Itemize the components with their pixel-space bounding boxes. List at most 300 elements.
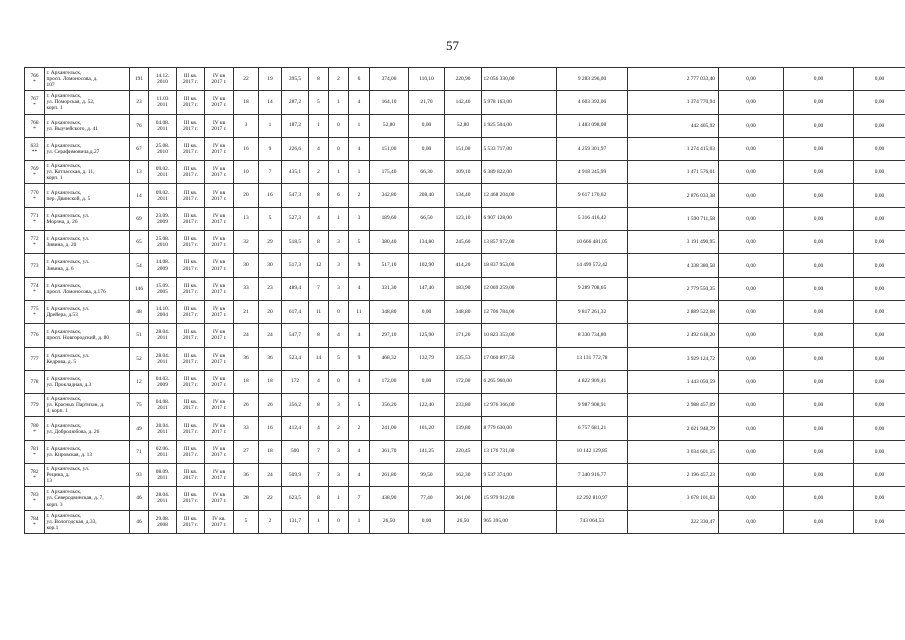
rooms-municipal: 2 — [349, 417, 370, 440]
fund-share: 13 131 772,78 — [557, 347, 628, 370]
area-private: 134,80 — [409, 231, 445, 254]
residents-resettled: 30 — [259, 254, 282, 277]
plan-start: III кв. 2017 г. — [177, 91, 205, 114]
extra-c: 0,00 — [854, 277, 905, 300]
extra-b: 0,00 — [784, 277, 854, 300]
area-private: 0,00 — [409, 114, 445, 137]
residents-resettled: 16 — [259, 417, 282, 440]
rooms-private: 6 — [329, 184, 349, 207]
extra-c: 0,00 — [854, 417, 905, 440]
rooms-municipal: 11 — [349, 300, 370, 323]
extra-a: 0,00 — [719, 510, 784, 533]
rooms-total: 7 — [309, 464, 329, 487]
area-total: 131,7 — [282, 510, 309, 533]
plan-end: IV кв 2017 г. — [205, 68, 234, 91]
residents-resettled: 16 — [259, 184, 282, 207]
rooms-municipal: 4 — [349, 324, 370, 347]
area-total: 527,3 — [282, 207, 309, 230]
year-built: 51 — [130, 324, 149, 347]
area-private: 141,25 — [409, 440, 445, 463]
area-private: 0,00 — [409, 137, 445, 160]
extra-c: 0,00 — [854, 487, 905, 510]
residents-total: 5 — [234, 510, 259, 533]
year-built: 49 — [130, 417, 149, 440]
extra-a: 0,00 — [719, 68, 784, 91]
year-built: 75 — [130, 394, 149, 417]
extra-b: 0,00 — [784, 68, 854, 91]
page-number: 57 — [446, 38, 459, 53]
residents-resettled: 20 — [259, 300, 282, 323]
area-resettled: 380,40 — [370, 231, 409, 254]
rooms-total: 7 — [309, 277, 329, 300]
rooms-total: 14 — [309, 347, 329, 370]
plan-start: III кв. 2017 г. — [177, 440, 205, 463]
area-resettled: 356,20 — [370, 394, 409, 417]
area-total: 523,4 — [282, 347, 309, 370]
emergency-date: 23.09. 2009 — [149, 207, 177, 230]
rooms-total: 12 — [309, 254, 329, 277]
extra-b: 0,00 — [784, 487, 854, 510]
extra-b: 0,00 — [784, 184, 854, 207]
rooms-private: 3 — [329, 394, 349, 417]
plan-start: III кв. 2017 г. — [177, 300, 205, 323]
cost-total: 5 533 717,00 — [482, 137, 557, 160]
row-id: 774 * — [25, 277, 45, 300]
fund-share: 14 499 572,42 — [557, 254, 628, 277]
rooms-municipal: 9 — [349, 254, 370, 277]
area-municipal: 151,00 — [445, 137, 482, 160]
area-resettled: 151,00 — [370, 137, 409, 160]
area-private: 77,40 — [409, 487, 445, 510]
emergency-date: 25.08. 2010 — [149, 137, 177, 160]
rooms-private: 1 — [329, 161, 349, 184]
extra-b: 0,00 — [784, 347, 854, 370]
year-built: 12 — [130, 370, 149, 393]
year-built: 46 — [130, 487, 149, 510]
extra-c: 0,00 — [854, 370, 905, 393]
year-built: 93 — [130, 464, 149, 487]
plan-start: III кв. 2017 г. — [177, 184, 205, 207]
row-id: 768 * — [25, 114, 45, 137]
residents-resettled: 24 — [259, 464, 282, 487]
rooms-total: 8 — [309, 324, 329, 347]
area-municipal: 52,80 — [445, 114, 482, 137]
plan-end: IV кв 2017 г. — [205, 184, 234, 207]
area-total: 287,2 — [282, 91, 309, 114]
emergency-date: 11.03 2011 — [149, 91, 177, 114]
residents-total: 26 — [234, 394, 259, 417]
area-municipal: 139,80 — [445, 417, 482, 440]
row-id: 780 * — [25, 417, 45, 440]
plan-end: IV кв 2017 г. — [205, 370, 234, 393]
area-private: 0,00 — [409, 300, 445, 323]
residents-total: 10 — [234, 161, 259, 184]
rooms-total: 8 — [309, 231, 329, 254]
plan-start: III кв. 2017 г. — [177, 231, 205, 254]
cost-total: 6 907 128,00 — [482, 207, 557, 230]
budget-share: 3 929 124,72 — [628, 347, 719, 370]
address: г. Архангельск, ул. Красных Партизан, д. 4, корп. 1 — [45, 394, 130, 417]
extra-b: 0,00 — [784, 394, 854, 417]
plan-end: IV кв 2017 г. — [205, 464, 234, 487]
extra-b: 0,00 — [784, 137, 854, 160]
year-built: 67 — [130, 137, 149, 160]
extra-c: 0,00 — [854, 464, 905, 487]
area-resettled: 261,80 — [370, 464, 409, 487]
rooms-private: 0 — [329, 370, 349, 393]
area-resettled: 164,10 — [370, 91, 409, 114]
emergency-date: 02.06. 2011 — [149, 440, 177, 463]
table-row — [25, 68, 905, 91]
plan-end: IV кв 2017 г. — [205, 394, 234, 417]
emergency-date: 04.08. 2011 — [149, 114, 177, 137]
budget-share: 2 889 522,68 — [628, 300, 719, 323]
extra-a: 0,00 — [719, 347, 784, 370]
fund-share: 7 340 916,77 — [557, 464, 628, 487]
area-total: 356,2 — [282, 394, 309, 417]
table-row — [25, 91, 905, 114]
budget-share: 4 338 380,58 — [628, 254, 719, 277]
address: г. Архангельск, просп. Ломоносова, д.176 — [45, 277, 130, 300]
emergency-date: 29.08. 2008 — [149, 510, 177, 533]
address: г. Архангельск, ул. Кировская, д. 13 — [45, 440, 130, 463]
rooms-private: 2 — [329, 417, 349, 440]
emergency-date: 15.09. 2005 — [149, 277, 177, 300]
emergency-date: 09.02. 2011 — [149, 184, 177, 207]
row-id: 778 — [25, 370, 45, 393]
rooms-total: 4 — [309, 370, 329, 393]
area-municipal: 361,00 — [445, 487, 482, 510]
plan-end: IV кв 2017 г. — [205, 161, 234, 184]
plan-start: III кв. 2017 г. — [177, 347, 205, 370]
budget-share: 2 876 033,38 — [628, 184, 719, 207]
table-row — [25, 114, 905, 137]
area-private: 99,50 — [409, 464, 445, 487]
extra-b: 0,00 — [784, 114, 854, 137]
extra-b: 0,00 — [784, 207, 854, 230]
residents-resettled: 24 — [259, 324, 282, 347]
area-municipal: 348,80 — [445, 300, 482, 323]
table-row — [25, 370, 905, 393]
extra-c: 0,00 — [854, 440, 905, 463]
year-built: 54 — [130, 254, 149, 277]
extra-b: 0,00 — [784, 91, 854, 114]
address: г. Архангельск, ул. Северодвинская, д. 7, корп. 3 — [45, 487, 130, 510]
rooms-total: 1 — [309, 114, 329, 137]
extra-b: 0,00 — [784, 231, 854, 254]
area-resettled: 517,10 — [370, 254, 409, 277]
area-resettled: 297,10 — [370, 324, 409, 347]
area-total: 489,4 — [282, 277, 309, 300]
budget-share: 2 492 618,20 — [628, 324, 719, 347]
plan-end: IV кв 2017 г. — [205, 417, 234, 440]
rooms-private: 3 — [329, 464, 349, 487]
residents-resettled: 23 — [259, 277, 282, 300]
area-municipal: 162,30 — [445, 464, 482, 487]
area-private: 21,70 — [409, 91, 445, 114]
rooms-total: 8 — [309, 184, 329, 207]
residents-resettled: 2 — [259, 510, 282, 533]
rooms-private: 4 — [329, 324, 349, 347]
area-municipal: 183,90 — [445, 277, 482, 300]
extra-b: 0,00 — [784, 370, 854, 393]
cost-total: 17 060 897,50 — [482, 347, 557, 370]
extra-c: 0,00 — [854, 91, 905, 114]
budget-share: 3 678 101,03 — [628, 487, 719, 510]
area-resettled: 52,80 — [370, 114, 409, 137]
extra-c: 0,00 — [854, 510, 905, 533]
table-row — [25, 231, 905, 254]
rooms-municipal: 6 — [349, 68, 370, 91]
budget-share: 222 330,47 — [628, 510, 719, 533]
budget-share: 3 191 490,95 — [628, 231, 719, 254]
row-id: 771 * — [25, 207, 45, 230]
area-resettled: 189,60 — [370, 207, 409, 230]
cost-total: 15 979 912,00 — [482, 487, 557, 510]
cost-total: 10 823 353,00 — [482, 324, 557, 347]
year-built: 14 — [130, 184, 149, 207]
residents-resettled: 1 — [259, 114, 282, 137]
fund-share: 9 289 708,65 — [557, 277, 628, 300]
extra-c: 0,00 — [854, 184, 905, 207]
cost-total: 8 779 630,00 — [482, 417, 557, 440]
residents-resettled: 26 — [259, 394, 282, 417]
extra-a: 0,00 — [719, 137, 784, 160]
area-municipal: 109,10 — [445, 161, 482, 184]
address: г. Архангельск, ул. Выучейского, д. 41 — [45, 114, 130, 137]
area-municipal: 142,40 — [445, 91, 482, 114]
extra-a: 0,00 — [719, 207, 784, 230]
address: г. Архангельск, ул. Дрейера, д.53 — [45, 300, 130, 323]
cost-total: 1 925 504,00 — [482, 114, 557, 137]
residents-total: 30 — [234, 254, 259, 277]
residents-total: 18 — [234, 370, 259, 393]
area-resettled: 241,00 — [370, 417, 409, 440]
plan-start: III кв. 2017 г. — [177, 464, 205, 487]
rooms-total: 4 — [309, 137, 329, 160]
budget-share: 1 274 415,03 — [628, 137, 719, 160]
plan-start: III кв. 2017 г. — [177, 254, 205, 277]
row-id: 773 — [25, 254, 45, 277]
area-total: 617,4 — [282, 300, 309, 323]
extra-a: 0,00 — [719, 440, 784, 463]
fund-share: 1 483 098,08 — [557, 114, 628, 137]
rooms-municipal: 1 — [349, 510, 370, 533]
extra-a: 0,00 — [719, 277, 784, 300]
budget-share: 1 590 711,58 — [628, 207, 719, 230]
table-row — [25, 207, 905, 230]
residents-total: 36 — [234, 347, 259, 370]
area-total: 547,7 — [282, 324, 309, 347]
area-private: 125,90 — [409, 324, 445, 347]
plan-start: III кв. 2017 г. — [177, 137, 205, 160]
area-resettled: 175,40 — [370, 161, 409, 184]
plan-end: IV кв 2017 г. — [205, 137, 234, 160]
fund-share: 10 666 481,05 — [557, 231, 628, 254]
area-municipal: 335,53 — [445, 347, 482, 370]
extra-c: 0,00 — [854, 300, 905, 323]
cost-total: 18 837 953,00 — [482, 254, 557, 277]
rooms-municipal: 1 — [349, 161, 370, 184]
residents-total: 27 — [234, 440, 259, 463]
rooms-total: 11 — [309, 300, 329, 323]
table-row — [25, 347, 905, 370]
table-row — [25, 464, 905, 487]
rooms-municipal: 7 — [349, 487, 370, 510]
table-row — [25, 394, 905, 417]
table-row — [25, 300, 905, 323]
row-id: 767 * — [25, 91, 45, 114]
residents-total: 28 — [234, 487, 259, 510]
residents-total: 36 — [234, 464, 259, 487]
row-id: 775 * — [25, 300, 45, 323]
table-row — [25, 510, 905, 533]
budget-share: 1 443 050,59 — [628, 370, 719, 393]
rooms-total: 4 — [309, 207, 329, 230]
plan-start: III кв. 2017 г. — [177, 417, 205, 440]
rooms-private: 1 — [329, 207, 349, 230]
extra-c: 0,00 — [854, 68, 905, 91]
budget-share: 2 196 457,23 — [628, 464, 719, 487]
budget-share: 442 405,92 — [628, 114, 719, 137]
emergency-date: 28.04. 2011 — [149, 347, 177, 370]
fund-share: 743 064,53 — [557, 510, 628, 533]
area-private: 101,20 — [409, 417, 445, 440]
area-private: 0,00 — [409, 510, 445, 533]
emergency-date: 04.03. 2009 — [149, 370, 177, 393]
cost-total: 6 265 960,00 — [482, 370, 557, 393]
fund-share: 8 330 734,80 — [557, 324, 628, 347]
table-row — [25, 440, 905, 463]
extra-c: 0,00 — [854, 347, 905, 370]
address: г. Архангельск, ул. Поморская, д. 52, корп. 1 — [45, 91, 130, 114]
area-total: 623,5 — [282, 487, 309, 510]
fund-share: 6 757 681,21 — [557, 417, 628, 440]
extra-b: 0,00 — [784, 300, 854, 323]
housing-register-table — [24, 67, 905, 534]
rooms-private: 2 — [329, 68, 349, 91]
area-resettled: 26,50 — [370, 510, 409, 533]
area-total: 518,5 — [282, 231, 309, 254]
rooms-municipal: 5 — [349, 394, 370, 417]
fund-share: 9 617 170,62 — [557, 184, 628, 207]
area-municipal: 134,40 — [445, 184, 482, 207]
area-private: 66,50 — [409, 207, 445, 230]
emergency-date: 25.08. 2010 — [149, 231, 177, 254]
area-municipal: 245,60 — [445, 231, 482, 254]
area-municipal: 172,00 — [445, 370, 482, 393]
emergency-date: 14.08. 2009 — [149, 254, 177, 277]
emergency-date: 28.04. 2011 — [149, 324, 177, 347]
cost-total: 965 395,00 — [482, 510, 557, 533]
residents-total: 13 — [234, 207, 259, 230]
rooms-municipal: 4 — [349, 137, 370, 160]
extra-b: 0,00 — [784, 510, 854, 533]
emergency-date: 04.08. 2011 — [149, 394, 177, 417]
extra-b: 0,00 — [784, 417, 854, 440]
area-total: 509,9 — [282, 464, 309, 487]
fund-share: 10 142 129,85 — [557, 440, 628, 463]
extra-a: 0,00 — [719, 161, 784, 184]
extra-b: 0,00 — [784, 161, 854, 184]
row-id: 784 * — [25, 510, 45, 533]
address: г. Архангельск, ул. Зивина, д. 6 — [45, 254, 130, 277]
extra-b: 0,00 — [784, 254, 854, 277]
residents-resettled: 7 — [259, 161, 282, 184]
plan-end: IV кв 2017 г. — [205, 324, 234, 347]
residents-resettled: 36 — [259, 347, 282, 370]
row-id: 783 * — [25, 487, 45, 510]
year-built: 69 — [130, 207, 149, 230]
rooms-private: 0 — [329, 114, 349, 137]
year-built: 71 — [130, 440, 149, 463]
address: г. Архангельск, просп. Ломоносова, д. 107 — [45, 68, 130, 91]
cost-total: 12 056 330,00 — [482, 68, 557, 91]
fund-share: 4 822 909,41 — [557, 370, 628, 393]
year-built: 65 — [130, 231, 149, 254]
emergency-date: 28.04. 2011 — [149, 417, 177, 440]
rooms-municipal: 5 — [349, 231, 370, 254]
plan-start: III кв. 2017 г. — [177, 510, 205, 533]
year-built: 76 — [130, 114, 149, 137]
area-total: 226,6 — [282, 137, 309, 160]
area-total: 172 — [282, 370, 309, 393]
area-total: 412,4 — [282, 417, 309, 440]
area-municipal: 414,20 — [445, 254, 482, 277]
emergency-date: 08.09. 2011 — [149, 464, 177, 487]
row-id: 779 — [25, 394, 45, 417]
residents-resettled: 18 — [259, 370, 282, 393]
area-municipal: 233,80 — [445, 394, 482, 417]
extra-a: 0,00 — [719, 417, 784, 440]
rooms-private: 3 — [329, 254, 349, 277]
rooms-total: 8 — [309, 68, 329, 91]
address: г. Архангельск, ул. Серафимовича,д.27 — [45, 137, 130, 160]
row-id: 776 — [25, 324, 45, 347]
extra-a: 0,00 — [719, 91, 784, 114]
row-id: 772 * — [25, 231, 45, 254]
area-resettled: 348,80 — [370, 300, 409, 323]
rooms-total: 7 — [309, 440, 329, 463]
rooms-municipal: 4 — [349, 370, 370, 393]
area-resettled: 342,80 — [370, 184, 409, 207]
row-id: 781 * — [25, 440, 45, 463]
extra-b: 0,00 — [784, 440, 854, 463]
rooms-private: 0 — [329, 300, 349, 323]
residents-total: 24 — [234, 324, 259, 347]
address: г. Архангельск, ул. Добролюбова, д. 26 — [45, 417, 130, 440]
area-private: 66,30 — [409, 161, 445, 184]
area-total: 435,1 — [282, 161, 309, 184]
area-resettled: 361,70 — [370, 440, 409, 463]
residents-total: 20 — [234, 184, 259, 207]
address: г. Архангельск, пер. Двинской, д. 5 — [45, 184, 130, 207]
residents-total: 33 — [234, 417, 259, 440]
rooms-municipal: 2 — [349, 184, 370, 207]
area-private: 147,40 — [409, 277, 445, 300]
area-resettled: 172,00 — [370, 370, 409, 393]
address: г. Архангельск, ул. Прокладная, д.3 — [45, 370, 130, 393]
rooms-private: 5 — [329, 347, 349, 370]
area-private: 102,90 — [409, 254, 445, 277]
budget-share: 1 471 576,01 — [628, 161, 719, 184]
extra-c: 0,00 — [854, 207, 905, 230]
budget-share: 2 021 948,79 — [628, 417, 719, 440]
extra-b: 0,00 — [784, 464, 854, 487]
fund-share: 4 918 245,99 — [557, 161, 628, 184]
table-row — [25, 324, 905, 347]
extra-b: 0,00 — [784, 324, 854, 347]
